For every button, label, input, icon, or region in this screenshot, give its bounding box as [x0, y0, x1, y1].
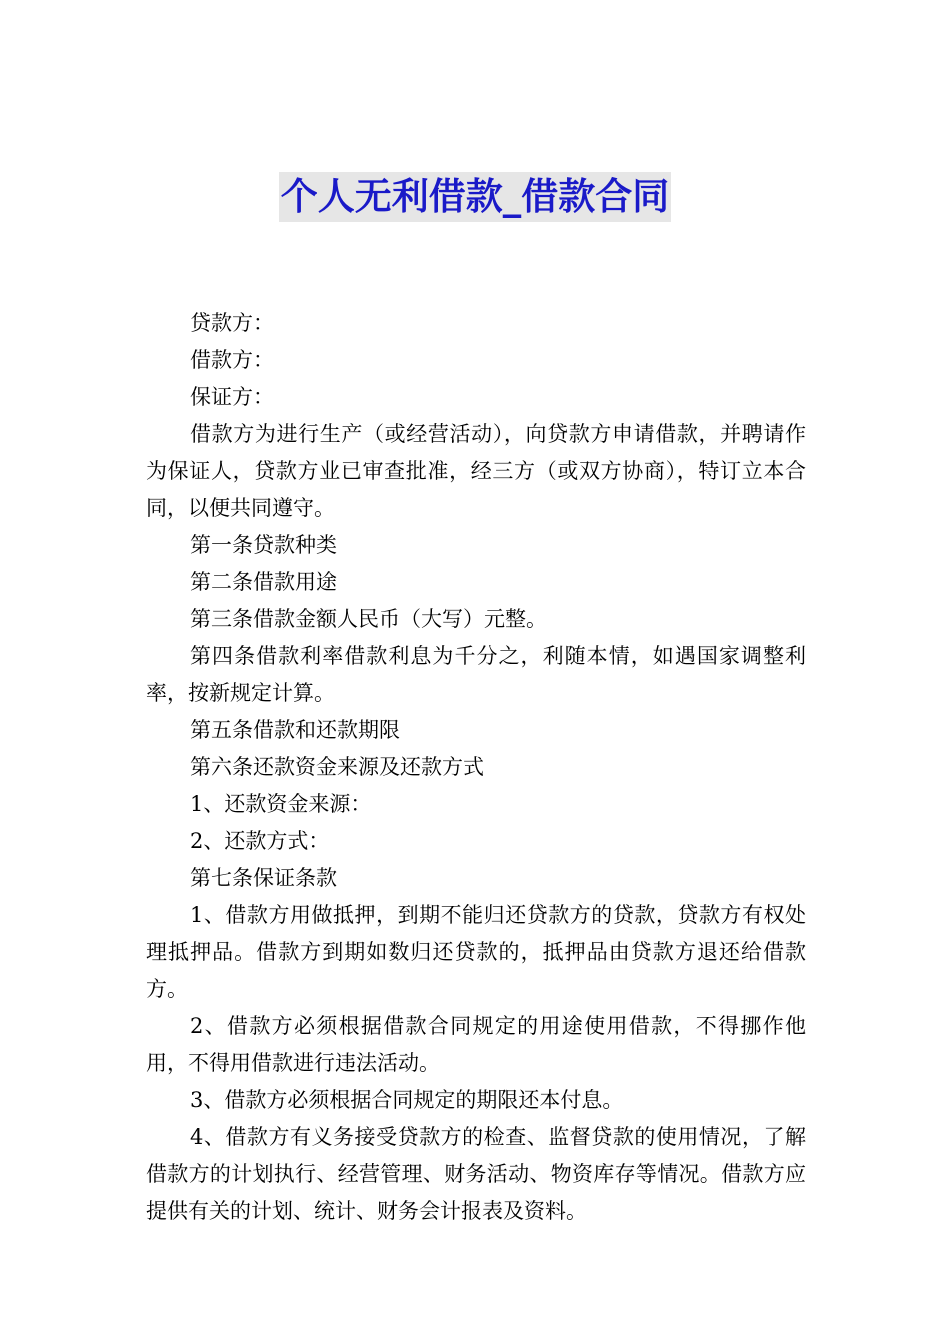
paragraph-preamble: 借款方为进行生产（或经营活动），向贷款方申请借款，并聘请作为保证人，贷款方业已审查批准，经三方（或双方协商），特订立本合同，以便共同遵守。 — [146, 422, 806, 520]
paragraph-article-7-item-3: 3、借款方必须根据合同规定的期限还本付息。 — [190, 1088, 624, 1112]
paragraph-article-6-item-2: 2、还款方式： — [190, 829, 330, 853]
paragraph-article-6: 第六条还款资金来源及还款方式 — [190, 755, 484, 779]
paragraph-lender: 贷款方： — [190, 311, 274, 335]
paragraph-article-2: 第二条借款用途 — [190, 570, 337, 594]
title-container — [0, 172, 950, 222]
paragraph-article-7: 第七条保证条款 — [190, 866, 337, 890]
document-body — [146, 305, 806, 1230]
document-title: 个人无利借款_借款合同 — [279, 172, 672, 222]
paragraph-borrower: 借款方： — [190, 348, 274, 372]
paragraph-article-6-item-1: 1、还款资金来源： — [190, 792, 372, 816]
paragraph-article-7-item-2: 2、借款方必须根据借款合同规定的用途使用借款，不得挪作他用，不得用借款进行违法活动。 — [146, 1014, 806, 1075]
paragraph-article-7-item-1: 1、借款方用做抵押，到期不能归还贷款方的贷款，贷款方有权处理抵押品。借款方到期如数归还贷款的，抵押品由贷款方退还给借款方。 — [146, 903, 806, 1001]
paragraph-guarantor: 保证方： — [190, 385, 274, 409]
paragraph-article-1: 第一条贷款种类 — [190, 533, 337, 557]
paragraph-article-5: 第五条借款和还款期限 — [190, 718, 400, 742]
paragraph-article-4: 第四条借款利率借款利息为千分之，利随本情，如遇国家调整利率，按新规定计算。 — [146, 644, 806, 705]
paragraph-article-7-item-4: 4、借款方有义务接受贷款方的检查、监督贷款的使用情况，了解借款方的计划执行、经营管理、财务活动、物资库存等情况。借款方应提供有关的计划、统计、财务会计报表及资料。 — [146, 1125, 806, 1223]
paragraph-article-3: 第三条借款金额人民币（大写）元整。 — [190, 607, 547, 631]
